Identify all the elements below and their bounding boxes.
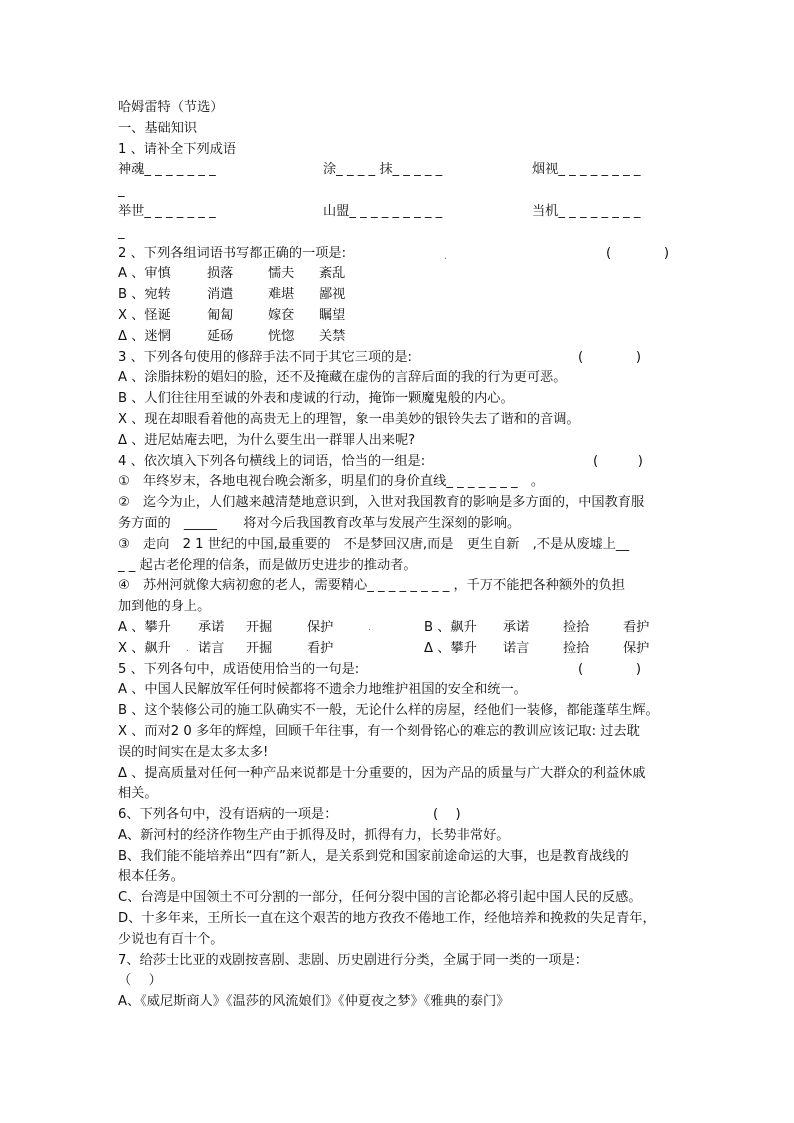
- question-1-row-2-wrap: _: [118, 224, 125, 240]
- question-5-option-a: A 、中国人民解放军任何时候都将不遗余力地维护祖国的安全和统一。: [118, 682, 527, 698]
- question-4-sentence-3-cont: _ _ 起古老伦理的信条，而是做历史进步的推动者。: [118, 557, 417, 573]
- section-heading: 一、基础知识: [118, 120, 198, 136]
- option-word: 诺言: [198, 640, 225, 656]
- option-word: 看护: [623, 619, 650, 635]
- question-6-option-d-cont: 少说也有百十个。: [118, 931, 224, 947]
- question-2-option: [118, 306, 678, 327]
- answer-parentheses: ( ): [593, 453, 643, 469]
- answer-parentheses: ( ): [433, 807, 461, 823]
- question-1-stem: 1 、请补全下列成语: [118, 141, 237, 157]
- question-4-sentence-3: ③ 走向 2 1 世纪的中国,最重要的 不是梦回汉唐,而是 更生自新 ,不是从废墟上__: [118, 536, 630, 552]
- stray-mark: .: [368, 622, 371, 633]
- option-word: 恍惚: [268, 328, 295, 344]
- question-7-parentheses: （ ）: [118, 973, 162, 989]
- question-7-stem: 7、给莎士比亚的戏剧按喜剧、悲剧、历史剧进行分类，全属于同一类的一项是：: [118, 952, 588, 968]
- document-title: 哈姆雷特（节选）: [118, 100, 224, 115]
- answer-parentheses: ( ): [606, 245, 670, 261]
- option-word: 保护: [307, 619, 334, 635]
- question-4-sentence-4: ④ 苏州河就像大病初愈的老人，需要精心_ _ _ _ _ _ _ _ ，千万不能把各种额外的负担: [118, 578, 625, 594]
- option-label: B 、飙升: [424, 619, 477, 635]
- stray-mark: .: [186, 643, 189, 654]
- option-word: 开掘: [246, 619, 273, 635]
- idiom-blank: 山盟_ _ _ _ _ _ _ _ _: [323, 203, 443, 219]
- option-word: 鄙视: [319, 287, 346, 303]
- question-6-option-b: B、我们能不能培养出“四有”新人，是关系到党和国家前途命运的大事，也是教育战线的: [118, 848, 629, 864]
- question-4-sentence-1: ① 年终岁末，各地电视台晚会渐多，明星们的身价直线_ _ _ _ _ _ _ 。: [118, 474, 545, 490]
- question-7-option-a: A、《威尼斯商人》《温莎的风流娘们》《仲夏夜之梦》《雅典的泰门》: [118, 994, 510, 1010]
- question-5-option-b: B 、这个装修公司的施工队确实不一般，无论什么样的房屋，经他们一装修，都能蓬荜生辉。: [118, 703, 659, 719]
- question-2-option: [118, 327, 678, 348]
- option-label: X 、飙升: [118, 640, 171, 656]
- option-label: B 、宛转: [118, 287, 171, 303]
- option-word: 延砀: [207, 328, 234, 344]
- question-text: 4 、依次填入下列各句横线上的词语，恰当的一组是:: [118, 453, 426, 469]
- question-4-sentence-4-cont: 加到他的身上。: [118, 599, 211, 615]
- idiom-blank: 神魂_ _ _ _ _ _ _: [118, 162, 216, 178]
- option-word: 承诺: [198, 619, 225, 635]
- question-5-stem: [118, 660, 678, 681]
- option-word: 嫁奁: [268, 307, 295, 323]
- option-word: 捡拾: [563, 640, 590, 656]
- option-label: Δ 、迷惘: [118, 328, 171, 344]
- option-word: 紊乱: [319, 266, 346, 282]
- question-5-option-d-cont: 相关。: [118, 786, 158, 802]
- question-text: 2 、下列各组词语书写都正确的一项是:: [118, 245, 347, 261]
- question-5-option-x: X 、而对2 0 多年的辉煌，回顾千年往事，有一个刻骨铭心的难忘的教训应该记取: 过去耽: [118, 723, 640, 739]
- option-word: 承诺: [503, 619, 530, 635]
- option-word: 难堪: [268, 287, 295, 303]
- question-2-stem: [118, 244, 678, 265]
- question-3-option-a: A 、涂脂抹粉的娼妇的脸，还不及掩藏在虚伪的言辞后面的我的行为更可恶。: [118, 370, 567, 386]
- question-4-sentence-2: ② 迄今为止，人们越来越清楚地意识到，入世对我国教育的影响是多方面的，中国教育服: [118, 495, 645, 511]
- question-6-stem: [118, 805, 678, 826]
- answer-parentheses: ( ): [578, 661, 642, 677]
- question-3-option-x: X 、现在却眼看着他的高贵无上的理智，象一串美妙的银铃失去了谐和的音调。: [118, 411, 580, 427]
- option-word: 看护: [307, 640, 334, 656]
- document-page: [118, 98, 678, 1013]
- question-6-option-b-cont: 根本任务。: [118, 869, 184, 885]
- idiom-blank: 举世_ _ _ _ _ _ _: [118, 203, 216, 219]
- option-label: Δ 、攀升: [424, 640, 477, 656]
- question-4-options-row-1: [118, 618, 678, 639]
- question-3-option-b: B 、人们往往用至诚的外表和虔诚的行动，掩饰一颗魔鬼般的内心。: [118, 391, 514, 407]
- idiom-blank: 当机_ _ _ _ _ _ _ _: [532, 203, 641, 219]
- question-1-row-1-wrap: _: [118, 183, 125, 199]
- option-word: 关禁: [319, 328, 346, 344]
- option-label: A 、攀升: [118, 619, 171, 635]
- question-1-row-1: [118, 160, 678, 181]
- question-2-option: [118, 264, 678, 285]
- option-label: X 、怪诞: [118, 307, 171, 323]
- question-4-sentence-2-cont: 务方面的 _____ 将对今后我国教育改革与发展产生深刻的影响。: [118, 515, 521, 531]
- option-label: A 、审慎: [118, 266, 171, 282]
- question-5-option-d: Δ 、提高质量对任何一种产品来说都是十分重要的，因为产品的质量与广大群众的利益休戚: [118, 765, 646, 781]
- question-3-stem: [118, 348, 678, 369]
- option-word: 捡拾: [563, 619, 590, 635]
- option-word: 瞩望: [319, 307, 346, 323]
- question-4-options-row-2: [118, 639, 678, 660]
- option-word: 损落: [207, 266, 234, 282]
- question-1-row-2: [118, 202, 678, 223]
- option-word: 消遣: [207, 287, 234, 303]
- question-3-option-d: Δ 、进尼姑庵去吧，为什么要生出一群罪人出来呢?: [118, 432, 416, 448]
- idiom-blank: 涂_ _ _ _ 抹_ _ _ _ _: [323, 162, 443, 178]
- question-4-stem: [118, 452, 678, 473]
- option-word: 懦夫: [268, 266, 295, 282]
- question-2-option: [118, 285, 678, 306]
- option-word: 诺言: [503, 640, 530, 656]
- idiom-blank: 烟视_ _ _ _ _ _ _ _: [532, 162, 641, 178]
- question-6-option-d: D、十多年来，王所长一直在这个艰苦的地方孜孜不倦地工作，经他培养和挽救的失足青年，: [118, 911, 656, 927]
- option-word: 匍匐: [207, 307, 234, 323]
- stray-mark: .: [444, 251, 447, 262]
- option-word: 开掘: [246, 640, 273, 656]
- question-6-option-c: C、台湾是中国领土不可分割的一部分，任何分裂中国的言论都必将引起中国人民的反感。: [118, 890, 642, 906]
- option-word: 保护: [623, 640, 650, 656]
- question-text: 6、下列各句中，没有语病的一项是：: [118, 807, 338, 823]
- question-text: 3 、下列各句使用的修辞手法不同于其它三项的是:: [118, 349, 412, 365]
- question-6-option-a: A、新河村的经济作物生产由于抓得及时，抓得有力，长势非常好。: [118, 827, 510, 843]
- answer-parentheses: ( ): [578, 349, 642, 365]
- question-5-option-x-cont: 误的时间实在是太多太多!: [118, 744, 269, 760]
- question-text: 5 、下列各句中，成语使用恰当的一句是:: [118, 661, 360, 677]
